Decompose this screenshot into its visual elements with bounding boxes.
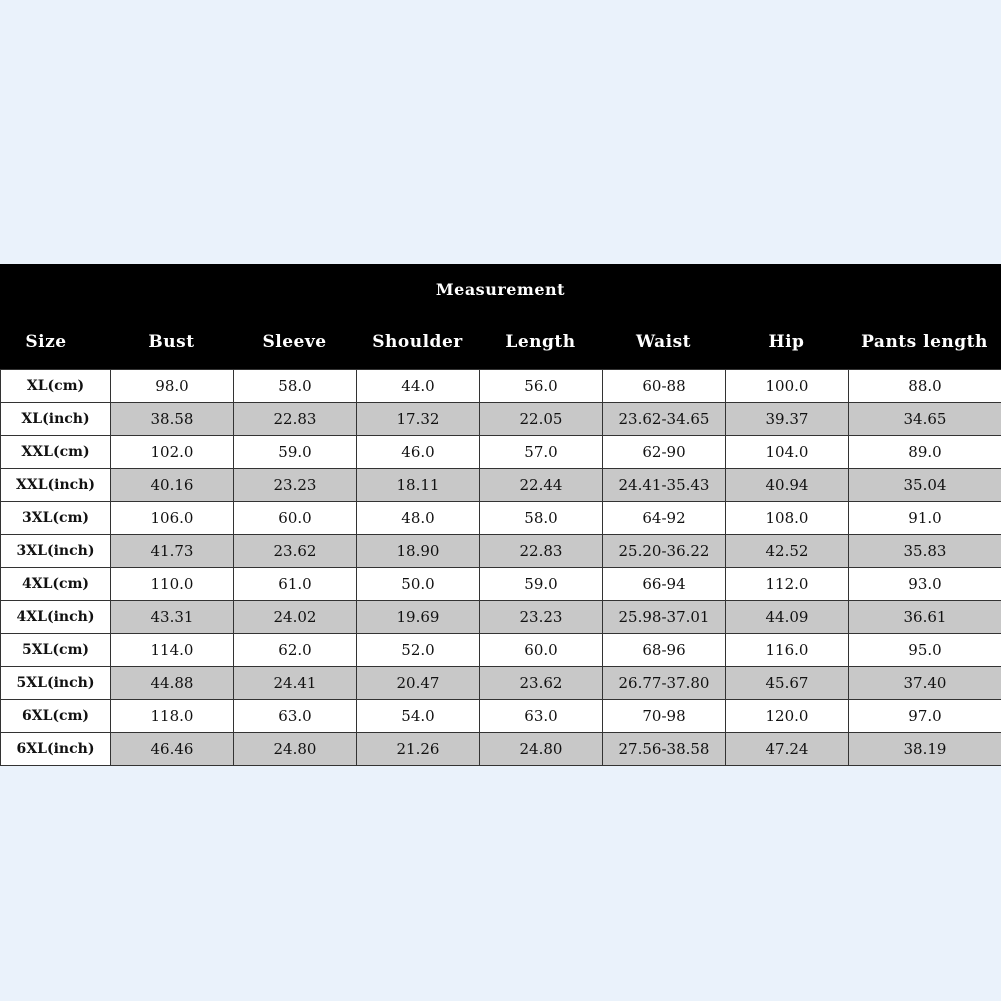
pants-length-cell: 89.0 <box>849 436 1001 469</box>
size-chart <box>0 264 1001 766</box>
waist-cell: 23.62-34.65 <box>603 403 726 436</box>
size-cell: XXL(cm) <box>1 436 111 469</box>
size-cell: XXL(inch) <box>1 469 111 502</box>
bust-cell: 44.88 <box>111 667 234 700</box>
waist-cell: 70-98 <box>603 700 726 733</box>
waist-cell: 25.20-36.22 <box>603 535 726 568</box>
column-header-waist: Waist <box>635 332 691 352</box>
shoulder-cell: 20.47 <box>357 667 480 700</box>
pants-length-cell: 34.65 <box>849 403 1001 436</box>
sleeve-cell: 22.83 <box>234 403 357 436</box>
size-cell: XL(inch) <box>1 403 111 436</box>
size-table <box>0 369 1001 766</box>
bust-cell: 41.73 <box>111 535 234 568</box>
size-cell: 4XL(cm) <box>1 568 111 601</box>
pants-length-cell: 97.0 <box>849 700 1001 733</box>
shoulder-cell: 46.0 <box>357 436 480 469</box>
sleeve-cell: 23.62 <box>234 535 357 568</box>
waist-cell: 60-88 <box>603 370 726 403</box>
bust-cell: 98.0 <box>111 370 234 403</box>
column-header-sleeve: Sleeve <box>262 332 327 352</box>
pants-length-cell: 35.04 <box>849 469 1001 502</box>
table-row <box>1 667 1001 700</box>
size-cell: 4XL(inch) <box>1 601 111 634</box>
waist-cell: 64-92 <box>603 502 726 535</box>
sleeve-cell: 24.80 <box>234 733 357 766</box>
length-cell: 24.80 <box>480 733 603 766</box>
table-row <box>1 601 1001 634</box>
sleeve-cell: 61.0 <box>234 568 357 601</box>
table-row <box>1 700 1001 733</box>
pants-length-cell: 35.83 <box>849 535 1001 568</box>
sleeve-cell: 58.0 <box>234 370 357 403</box>
shoulder-cell: 18.11 <box>357 469 480 502</box>
sleeve-cell: 60.0 <box>234 502 357 535</box>
length-cell: 57.0 <box>480 436 603 469</box>
hip-cell: 108.0 <box>726 502 849 535</box>
hip-cell: 40.94 <box>726 469 849 502</box>
waist-cell: 26.77-37.80 <box>603 667 726 700</box>
length-cell: 22.44 <box>480 469 603 502</box>
pants-length-cell: 36.61 <box>849 601 1001 634</box>
column-header-size: Size <box>25 332 67 352</box>
pants-length-cell: 95.0 <box>849 634 1001 667</box>
waist-cell: 66-94 <box>603 568 726 601</box>
pants-length-cell: 88.0 <box>849 370 1001 403</box>
pants-length-cell: 93.0 <box>849 568 1001 601</box>
column-header-shoulder: Shoulder <box>372 332 463 352</box>
hip-cell: 44.09 <box>726 601 849 634</box>
shoulder-cell: 21.26 <box>357 733 480 766</box>
pants-length-cell: 38.19 <box>849 733 1001 766</box>
table-title: Measurement <box>435 280 566 299</box>
table-row <box>1 535 1001 568</box>
sleeve-cell: 23.23 <box>234 469 357 502</box>
size-cell: 6XL(inch) <box>1 733 111 766</box>
pants-length-cell: 37.40 <box>849 667 1001 700</box>
waist-cell: 62-90 <box>603 436 726 469</box>
size-cell: 5XL(inch) <box>1 667 111 700</box>
length-cell: 60.0 <box>480 634 603 667</box>
hip-cell: 42.52 <box>726 535 849 568</box>
table-row <box>1 436 1001 469</box>
length-cell: 22.83 <box>480 535 603 568</box>
column-headers <box>0 332 1001 356</box>
table-row <box>1 403 1001 436</box>
bust-cell: 118.0 <box>111 700 234 733</box>
pants-length-cell: 91.0 <box>849 502 1001 535</box>
shoulder-cell: 19.69 <box>357 601 480 634</box>
bust-cell: 46.46 <box>111 733 234 766</box>
bust-cell: 43.31 <box>111 601 234 634</box>
waist-cell: 24.41-35.43 <box>603 469 726 502</box>
length-cell: 56.0 <box>480 370 603 403</box>
table-row <box>1 568 1001 601</box>
size-cell: 3XL(cm) <box>1 502 111 535</box>
hip-cell: 39.37 <box>726 403 849 436</box>
sleeve-cell: 63.0 <box>234 700 357 733</box>
size-cell: XL(cm) <box>1 370 111 403</box>
bust-cell: 114.0 <box>111 634 234 667</box>
waist-cell: 68-96 <box>603 634 726 667</box>
sleeve-cell: 62.0 <box>234 634 357 667</box>
hip-cell: 100.0 <box>726 370 849 403</box>
bust-cell: 102.0 <box>111 436 234 469</box>
shoulder-cell: 18.90 <box>357 535 480 568</box>
length-cell: 23.62 <box>480 667 603 700</box>
sleeve-cell: 24.41 <box>234 667 357 700</box>
bust-cell: 110.0 <box>111 568 234 601</box>
shoulder-cell: 17.32 <box>357 403 480 436</box>
shoulder-cell: 54.0 <box>357 700 480 733</box>
bust-cell: 40.16 <box>111 469 234 502</box>
hip-cell: 116.0 <box>726 634 849 667</box>
sleeve-cell: 24.02 <box>234 601 357 634</box>
shoulder-cell: 44.0 <box>357 370 480 403</box>
shoulder-cell: 52.0 <box>357 634 480 667</box>
length-cell: 58.0 <box>480 502 603 535</box>
table-row <box>1 733 1001 766</box>
hip-cell: 47.24 <box>726 733 849 766</box>
table-row <box>1 370 1001 403</box>
hip-cell: 104.0 <box>726 436 849 469</box>
sleeve-cell: 59.0 <box>234 436 357 469</box>
column-header-length: Length <box>505 332 576 352</box>
table-row <box>1 502 1001 535</box>
column-header-pants-length: Pants length <box>861 332 988 352</box>
bust-cell: 106.0 <box>111 502 234 535</box>
length-cell: 23.23 <box>480 601 603 634</box>
table-row <box>1 469 1001 502</box>
size-cell: 5XL(cm) <box>1 634 111 667</box>
hip-cell: 120.0 <box>726 700 849 733</box>
length-cell: 63.0 <box>480 700 603 733</box>
waist-cell: 25.98-37.01 <box>603 601 726 634</box>
length-cell: 59.0 <box>480 568 603 601</box>
size-cell: 3XL(inch) <box>1 535 111 568</box>
length-cell: 22.05 <box>480 403 603 436</box>
column-header-bust: Bust <box>148 332 195 352</box>
table-row <box>1 634 1001 667</box>
hip-cell: 112.0 <box>726 568 849 601</box>
column-header-hip: Hip <box>768 332 805 352</box>
waist-cell: 27.56-38.58 <box>603 733 726 766</box>
hip-cell: 45.67 <box>726 667 849 700</box>
bust-cell: 38.58 <box>111 403 234 436</box>
shoulder-cell: 48.0 <box>357 502 480 535</box>
table-header <box>0 264 1001 369</box>
size-cell: 6XL(cm) <box>1 700 111 733</box>
shoulder-cell: 50.0 <box>357 568 480 601</box>
